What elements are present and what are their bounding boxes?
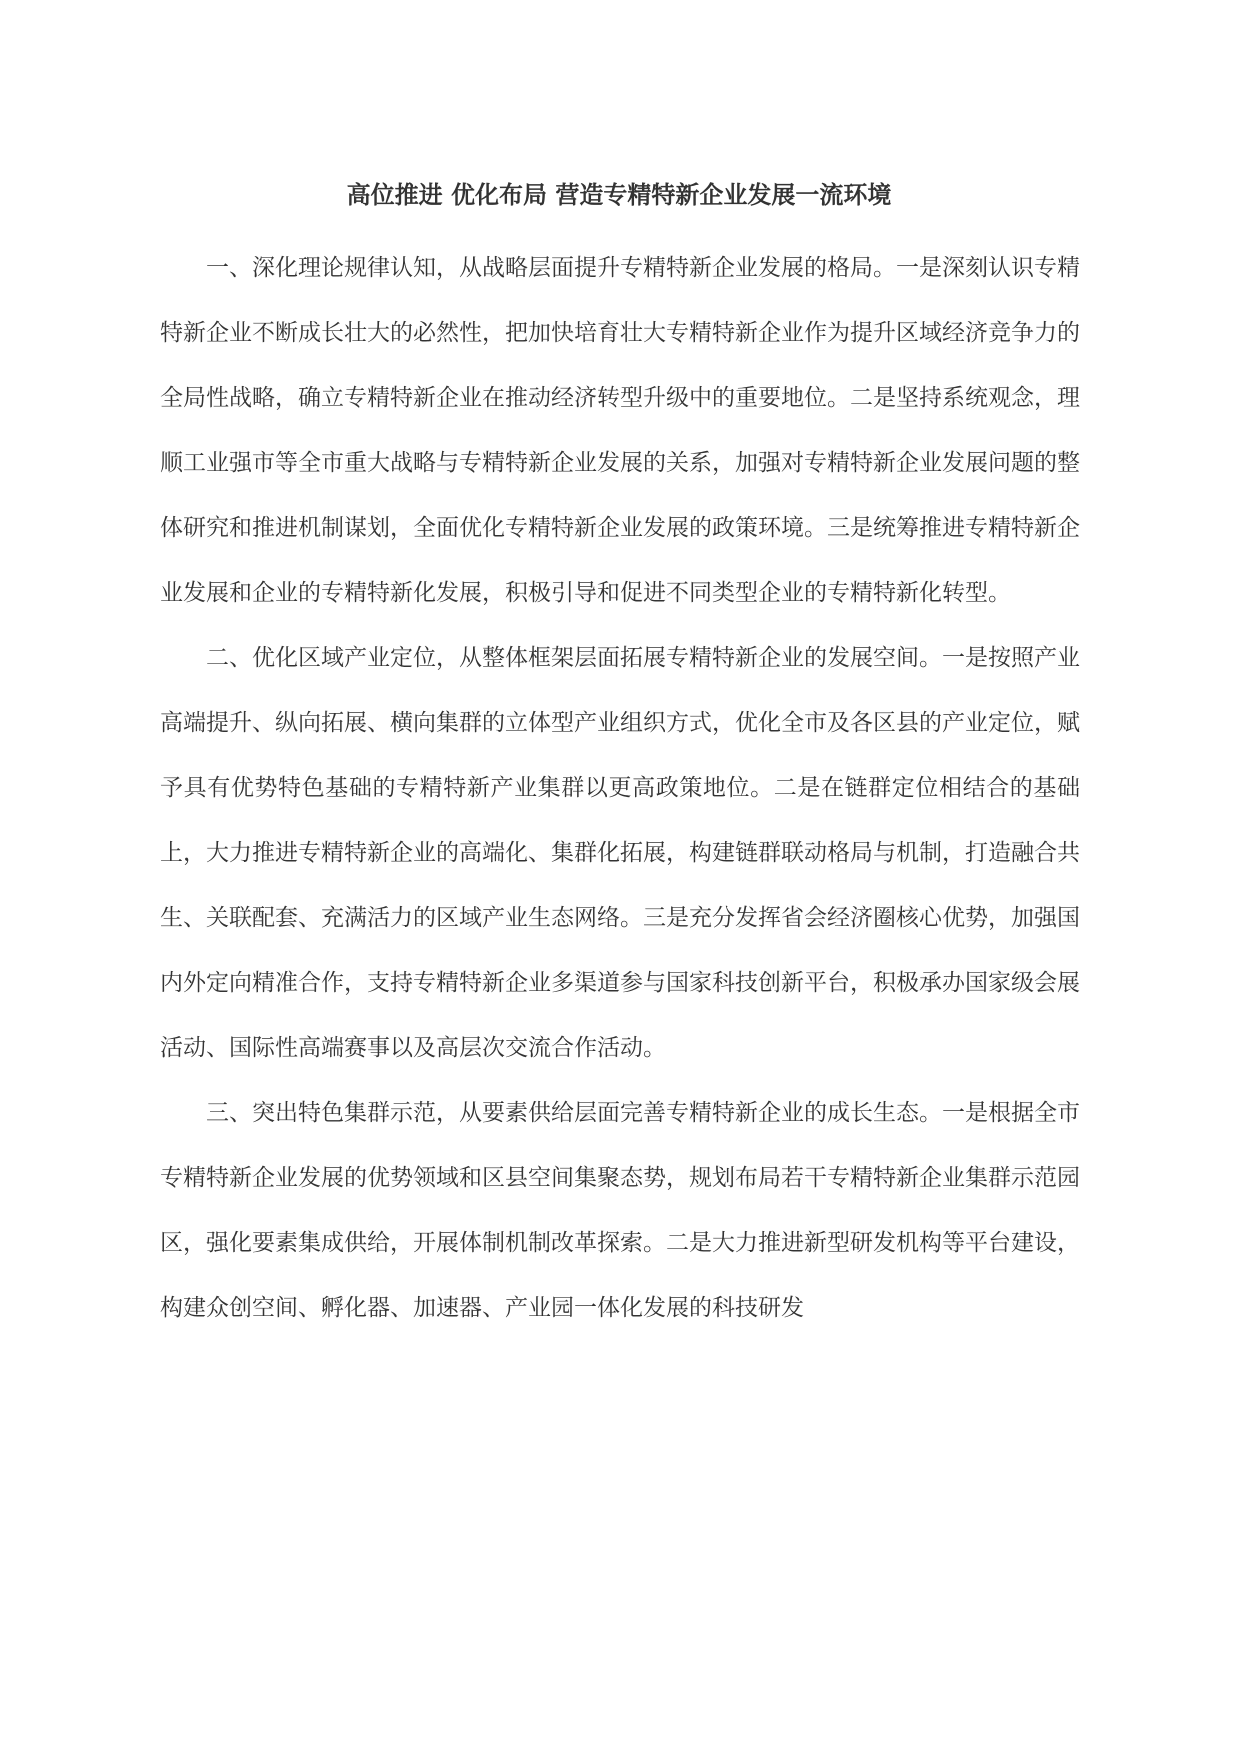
paragraph-2: 二、优化区域产业定位，从整体框架层面拓展专精特新企业的发展空间。一是按照产业高端提升、纵向拓展、横向集群的立体型产业组织方式，优化全市及各区县的产业定位，赋予具有优势特色基础的专精特新产业集群以更高政策地位。二是在链群定位相结合的基础上，大力推进专精特新企业的高端化、集群化拓展，构建链群联动格局与机制，打造融合共生、关联配套、充满活力的区域产业生态网络。三是充分发挥省会经济圈核心优势，加强国内外定向精准合作，支持专精特新企业多渠道参与国家科技创新平台，积极承办国家级会展活动、国际性高端赛事以及高层次交流合作活动。 bbox=[160, 645, 1080, 1061]
paragraph-1: 一、深化理论规律认知，从战略层面提升专精特新企业发展的格局。一是深刻认识专精特新企业不断成长壮大的必然性，把加快培育壮大专精特新企业作为提升区域经济竞争力的全局性战略，确立专精特新企业在推动经济转型升级中的重要地位。二是坚持系统观念，理顺工业强市等全市重大战略与专精特新企业发展的关系，加强对专精特新企业发展问题的整体研究和推进机制谋划，全面优化专精特新企业发展的政策环境。三是统筹推进专精特新企业发展和企业的专精特新化发展，积极引导和促进不同类型企业的专精特新化转型。 bbox=[160, 255, 1080, 606]
document-title: 高位推进 优化布局 营造专精特新企业发展一流环境 bbox=[346, 181, 892, 209]
paragraph-3: 三、突出特色集群示范，从要素供给层面完善专精特新企业的成长生态。一是根据全市专精特新企业发展的优势领域和区县空间集聚态势，规划布局若干专精特新企业集群示范园区，强化要素集成供给，开展体制机制改革探索。二是大力推进新型研发机构等平台建设，构建众创空间、孵化器、加速器、产业园一体化发展的科技研发 bbox=[160, 1100, 1080, 1321]
document-body bbox=[160, 236, 1080, 1341]
